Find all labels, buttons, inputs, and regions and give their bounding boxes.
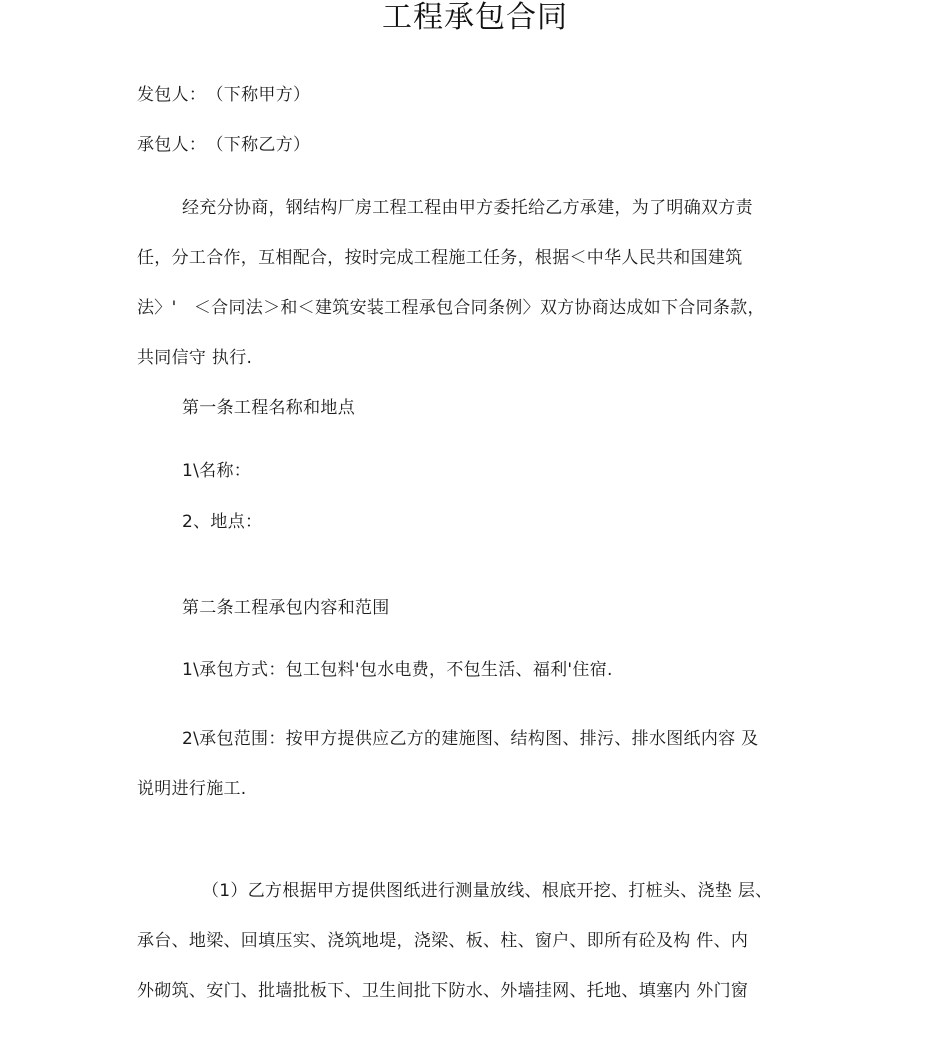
article2-sub1-line3: 外砌筑、安门、批墙批板下、卫生间批下防水、外墙挂网、托地、填塞内 外门窗 [137,981,749,1001]
article1-heading: 第一条工程名称和地点 [182,398,355,418]
party-a-line: 发包人： （下称甲方） [137,85,311,105]
document-title: 工程承包合同 [382,0,568,35]
article1-item-location: 2、地点： [182,512,263,532]
article2-item1: 1\承包方式：包工包料'包水电费，不包生活、福利'住宿. [182,660,613,680]
intro-line-1: 经充分协商，钢结构厂房工程工程由甲方委托给乙方承建，为了明确双方责 [182,198,753,218]
intro-line-3: 法〉' ＜合同法＞和＜建筑安装工程承包合同条例〉双方协商达成如下合同条款， [137,298,765,318]
article2-item2-line1: 2\承包范围：按甲方提供应乙方的建施图、结构图、排污、排水图纸内容 及 [182,729,759,749]
intro-line-4: 共同信守 执行. [137,348,253,368]
party-b-line: 承包人： （下称乙方） [137,135,311,155]
article2-heading: 第二条工程承包内容和范围 [182,598,390,618]
article2-sub1-line2: 承台、地梁、回填压实、浇筑地堤，浇梁、板、柱、窗户、即所有砼及构 件、内 [137,931,749,951]
article2-sub1-line1: （1）乙方根据甲方提供图纸进行测量放线、根底开挖、打桩头、浇垫 层、 [202,881,773,901]
intro-line-2: 任，分工合作，互相配合，按时完成工程施工任务，根据＜中华人民共和国建筑 [137,248,743,268]
article1-item-name: 1\名称： [182,461,252,481]
article2-item2-line2: 说明进行施工. [137,779,247,799]
